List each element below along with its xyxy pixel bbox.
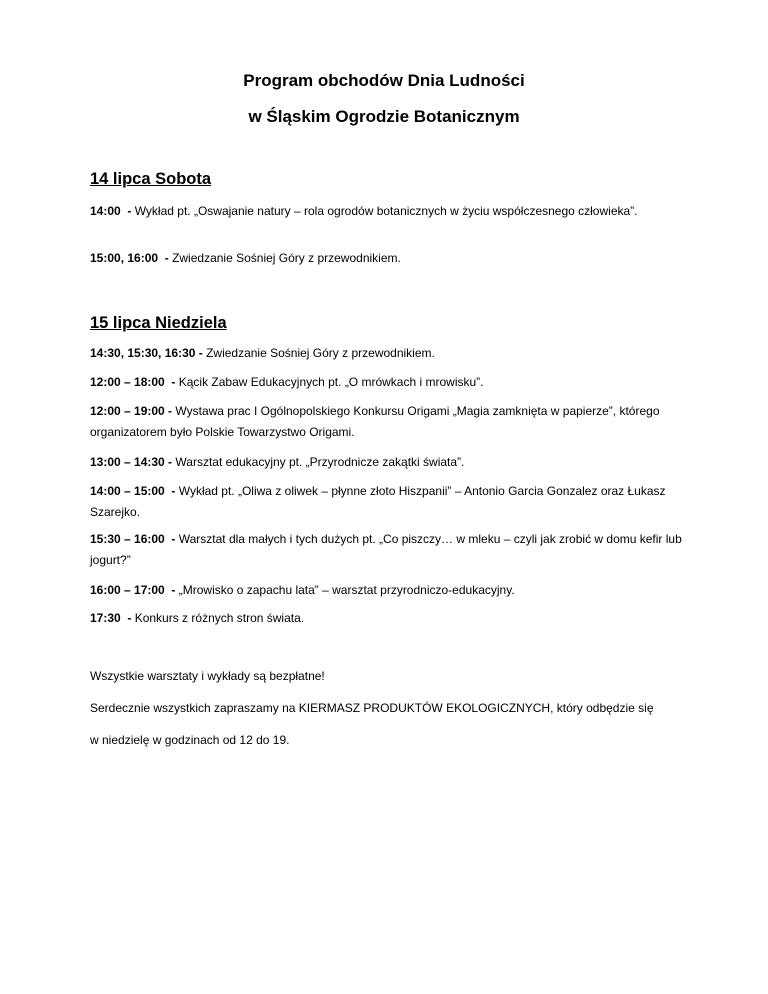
fair-invitation-line1: Serdecznie wszystkich zapraszamy na KIERMASZ PRODUKTÓW EKOLOGICZNYCH, który odbędzie się — [90, 701, 654, 715]
schedule-entry — [90, 481, 690, 523]
entry-text: Konkurs z różnych stron świata. — [134, 611, 305, 625]
schedule-entry — [90, 580, 690, 601]
schedule-entry — [90, 343, 690, 364]
schedule-entry — [90, 401, 690, 443]
entry-text: Wystawa prac I Ogólnopolskiego Konkursu Origami „Magia zamknięta w papierze”, którego organizatorem było Polskie Towarzystwo Origami. — [90, 404, 660, 439]
entry-time: 15:00, 16:00 - — [90, 251, 173, 265]
entry-text: „Mrowisko o zapachu lata” – warsztat przyrodniczo-edukacyjny. — [178, 583, 515, 597]
fair-invitation-line2: w niedzielę w godzinach od 12 do 19. — [90, 733, 290, 747]
day-heading-saturday: 14 lipca Sobota — [90, 170, 212, 188]
entry-time: 16:00 – 17:00 - — [90, 583, 179, 597]
schedule-entry — [90, 201, 690, 222]
free-events-note: Wszystkie warsztaty i wykłady są bezpłatne! — [90, 669, 325, 683]
entry-time: 14:00 – 15:00 - — [90, 484, 179, 498]
entry-text: Wykład pt. „Oliwa z oliwek – płynne złoto Hiszpanii” – Antonio Garcia Gonzalez oraz Łukasz Szarejko. — [90, 484, 666, 519]
entry-time: 12:00 – 19:00 - — [90, 404, 176, 418]
schedule-entry — [90, 608, 690, 629]
document-title-line1: Program obchodów Dnia Ludności — [243, 71, 525, 90]
day-heading-sunday: 15 lipca Niedziela — [90, 314, 227, 332]
entry-time: 14:30, 15:30, 16:30 - — [90, 346, 207, 360]
entry-text: Warsztat edukacyjny pt. „Przyrodnicze zakątki świata”. — [175, 455, 465, 469]
entry-text: Zwiedzanie Sośniej Góry z przewodnikiem. — [172, 251, 401, 265]
entry-text: Kącik Zabaw Edukacyjnych pt. „O mrówkach i mrowisku”. — [178, 375, 484, 389]
schedule-entry — [90, 529, 690, 571]
schedule-entry — [90, 372, 690, 393]
entry-time: 13:00 – 14:30 - — [90, 455, 176, 469]
entry-time: 12:00 – 18:00 - — [90, 375, 179, 389]
document-title-line2: w Śląskim Ogrodzie Botanicznym — [248, 107, 520, 126]
schedule-entry — [90, 248, 690, 269]
entry-time: 17:30 - — [90, 611, 135, 625]
entry-text: Zwiedzanie Sośniej Góry z przewodnikiem. — [206, 346, 435, 360]
entry-time: 14:00 - — [90, 204, 135, 218]
entry-time: 15:30 – 16:00 - — [90, 532, 179, 546]
entry-text: Warsztat dla małych i tych dużych pt. „Co piszczy… w mleku – czyli jak zrobić w domu kefir lub jogurt?” — [90, 532, 682, 567]
entry-text: Wykład pt. „Oswajanie natury – rola ogrodów botanicznych w życiu współczesnego człowieka”. — [134, 204, 638, 218]
schedule-entry — [90, 452, 690, 473]
